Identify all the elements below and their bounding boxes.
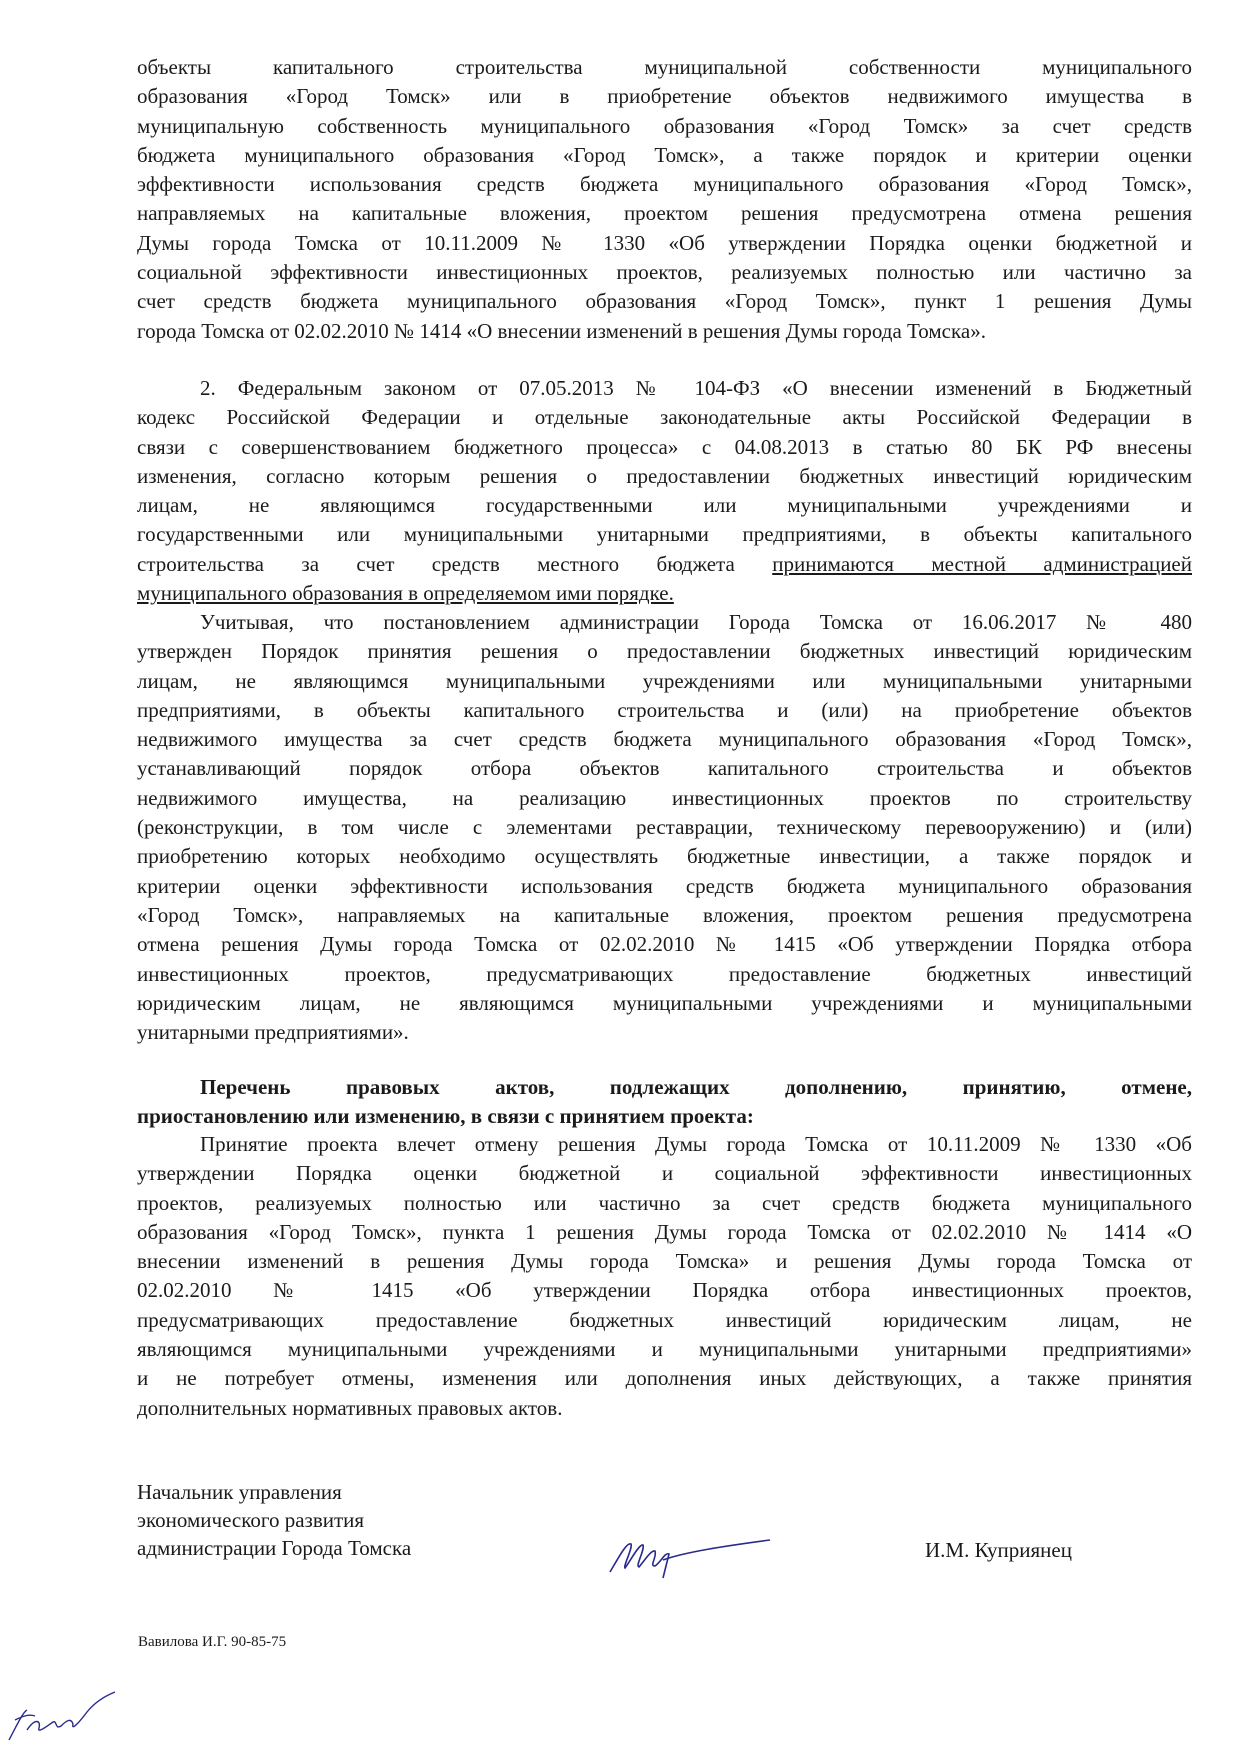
signer-position <box>137 1478 411 1562</box>
text-segment: социальной эффективности инвестиционных проектов, реализуемых полностью или частично за <box>137 260 1192 285</box>
text-line <box>137 53 1192 82</box>
text-line <box>137 608 1192 637</box>
text-segment: (реконструкции, в том числе с элементами реставрации, техническому перевооружению) и (или) <box>137 815 1192 840</box>
text-line <box>137 930 1192 959</box>
text-segment: лицам, не являющимся государственными или муниципальными учреждениями и <box>137 493 1192 518</box>
text-line <box>137 112 1192 141</box>
text-line <box>137 667 1192 696</box>
signer-position-line: Начальник управления <box>137 1480 342 1504</box>
underlined-text: муниципального образования в определяемом ими порядке. <box>137 581 674 606</box>
paragraph <box>137 1130 1192 1423</box>
text-line <box>137 1394 1192 1423</box>
text-segment: Учитывая, что постановлением администрации Города Томска от 16.06.2017 № 480 <box>200 610 1192 634</box>
text-segment: бюджета муниципального образования «Город Томск», а также порядок и критерии оценки <box>137 142 1192 167</box>
text-line <box>137 989 1192 1018</box>
text-line <box>137 287 1192 316</box>
text-segment: строительства за счет средств местного бюджета <box>137 551 773 576</box>
text-line <box>137 403 1192 432</box>
text-line <box>137 754 1192 783</box>
signer-name: И.М. Куприянец <box>925 1538 1072 1562</box>
text-segment: связи с совершенствованием бюджетного процесса» с 04.08.2013 в статью 80 БК РФ внесены <box>137 434 1192 459</box>
text-segment: объекты капитального строительства муниципальной собственности муниципального <box>137 55 1192 79</box>
text-segment: отмена решения Думы города Томска от 02.02.2010 № 1415 «Об утверждении Порядка отбора <box>137 932 1192 957</box>
text-segment: направляемых на капитальные вложения, проектом решения предусмотрена отмена решения <box>137 201 1192 226</box>
text-segment: «Город Томск», направляемых на капитальные вложения, проектом решения предусмотрена <box>137 902 1192 927</box>
text-line <box>137 170 1192 199</box>
text-line <box>137 433 1192 462</box>
text-segment: предприятиями, в объекты капитального строительства и (или) на приобретение объектов <box>137 697 1192 722</box>
text-line <box>137 1018 1192 1047</box>
text-line <box>137 1189 1192 1218</box>
text-segment: проектов, реализуемых полностью или частично за счет средств бюджета муниципального <box>137 1190 1192 1215</box>
text-line <box>137 199 1192 228</box>
text-segment: приобретению которых необходимо осуществлять бюджетные инвестиции, а также порядок и <box>137 844 1192 869</box>
text-line <box>137 1364 1192 1393</box>
text-segment: кодекс Российской Федерации и отдельные законодательные акты Российской Федерации в <box>137 405 1192 430</box>
text-segment: предусматривающих предоставление бюджетных инвестиций юридическим лицам, не <box>137 1307 1192 1332</box>
text-segment: инвестиционных проектов, предусматривающих предоставление бюджетных инвестиций <box>137 961 1192 986</box>
text-line <box>137 784 1192 813</box>
text-line <box>137 1306 1192 1335</box>
text-segment: недвижимого имущества, на реализацию инвестиционных проектов по строительству <box>137 785 1192 810</box>
text-segment: Перечень правовых актов, подлежащих дополнению, принятию, отмене, <box>200 1075 1192 1099</box>
text-segment: образования «Город Томск», пункта 1 решения Думы города Томска от 02.02.2010 № 1414 «О <box>137 1219 1192 1244</box>
text-segment: лицам, не являющимся муниципальными учреждениями или муниципальными унитарными <box>137 668 1192 693</box>
signer-position-line: администрации Города Томска <box>137 1536 412 1560</box>
text-segment: Принятие проекта влечет отмену решения Думы города Томска от 10.11.2009 № 1330 «Об <box>200 1132 1192 1156</box>
text-line <box>137 317 1192 346</box>
text-line <box>137 1335 1192 1364</box>
text-segment: недвижимого имущества за счет средств бюджета муниципального образования «Город Томск», <box>137 727 1192 752</box>
text-line <box>137 520 1192 549</box>
text-line <box>137 229 1192 258</box>
handwritten-signature <box>605 1530 775 1580</box>
text-line <box>137 258 1192 287</box>
text-line <box>137 579 1192 608</box>
text-segment: дополнительных нормативных правовых актов. <box>137 1395 563 1420</box>
text-segment: государственными или муниципальными унитарными предприятиями, в объекты капитального <box>137 522 1192 547</box>
text-segment: эффективности использования средств бюджета муниципального образования «Город Томск», <box>137 172 1192 197</box>
text-line <box>137 491 1192 520</box>
paragraph <box>137 53 1192 346</box>
text-segment: города Томска от 02.02.2010 № 1414 «О внесении изменений в решения Думы города Томска». <box>137 318 986 343</box>
text-segment: муниципальную собственность муниципального образования «Город Томск» за счет средств <box>137 113 1192 138</box>
text-line <box>137 374 1192 403</box>
text-line <box>137 1218 1192 1247</box>
text-line <box>137 462 1192 491</box>
text-segment: 2. Федеральным законом от 07.05.2013 № 104-ФЗ «О внесении изменений в Бюджетный <box>200 376 1192 400</box>
signer-position-line: экономического развития <box>137 1508 365 1532</box>
text-line <box>137 1276 1192 1305</box>
underlined-text: принимаются местной администрацией <box>772 551 1192 576</box>
text-segment: приостановлению или изменению, в связи с принятием проекта: <box>137 1104 754 1129</box>
text-segment: унитарными предприятиями». <box>137 1020 409 1045</box>
text-line <box>137 725 1192 754</box>
text-line <box>137 842 1192 871</box>
text-segment: утверждении Порядка оценки бюджетной и социальной эффективности инвестиционных <box>137 1161 1192 1186</box>
text-segment: Думы города Томска от 10.11.2009 № 1330 «Об утверждении Порядка оценки бюджетной и <box>137 230 1192 255</box>
text-line <box>137 1247 1192 1276</box>
text-line <box>137 1073 1192 1102</box>
text-line <box>137 872 1192 901</box>
section-heading <box>137 1073 1192 1132</box>
text-line <box>137 82 1192 111</box>
executor-contact: Вавилова И.Г. 90-85-75 <box>138 1634 287 1650</box>
text-segment: счет средств бюджета муниципального образования «Город Томск», пункт 1 решения Думы <box>137 289 1192 314</box>
text-segment: и не потребует отмены, изменения или дополнения иных действующих, а также принятия <box>137 1366 1192 1391</box>
text-segment: критерии оценки эффективности использования средств бюджета муниципального образования <box>137 873 1192 898</box>
paragraph <box>137 374 1192 608</box>
text-line <box>137 1102 1192 1131</box>
text-line <box>137 960 1192 989</box>
text-line <box>137 1130 1192 1159</box>
text-line <box>137 901 1192 930</box>
text-line <box>137 1159 1192 1188</box>
paragraph <box>137 608 1192 1047</box>
text-line <box>137 813 1192 842</box>
text-line <box>137 550 1192 579</box>
text-segment: 02.02.2010 № 1415 «Об утверждении Порядка отбора инвестиционных проектов, <box>137 1278 1192 1303</box>
text-segment: образования «Город Томск» или в приобретение объектов недвижимого имущества в <box>137 84 1192 109</box>
initials-signature <box>5 1690 120 1750</box>
text-segment: юридическим лицам, не являющимся муниципальными учреждениями и муниципальными <box>137 990 1192 1015</box>
text-segment: утвержден Порядок принятия решения о предоставлении бюджетных инвестиций юридическим <box>137 639 1192 664</box>
text-line <box>137 637 1192 666</box>
text-line <box>137 141 1192 170</box>
text-segment: внесении изменений в решения Думы города Томска» и решения Думы города Томска от <box>137 1249 1192 1274</box>
text-segment: устанавливающий порядок отбора объектов капитального строительства и объектов <box>137 756 1192 781</box>
text-line <box>137 696 1192 725</box>
text-segment: являющимся муниципальными учреждениями и муниципальными унитарными предприятиями» <box>137 1337 1192 1362</box>
text-segment: изменения, согласно которым решения о предоставлении бюджетных инвестиций юридическим <box>137 463 1192 488</box>
